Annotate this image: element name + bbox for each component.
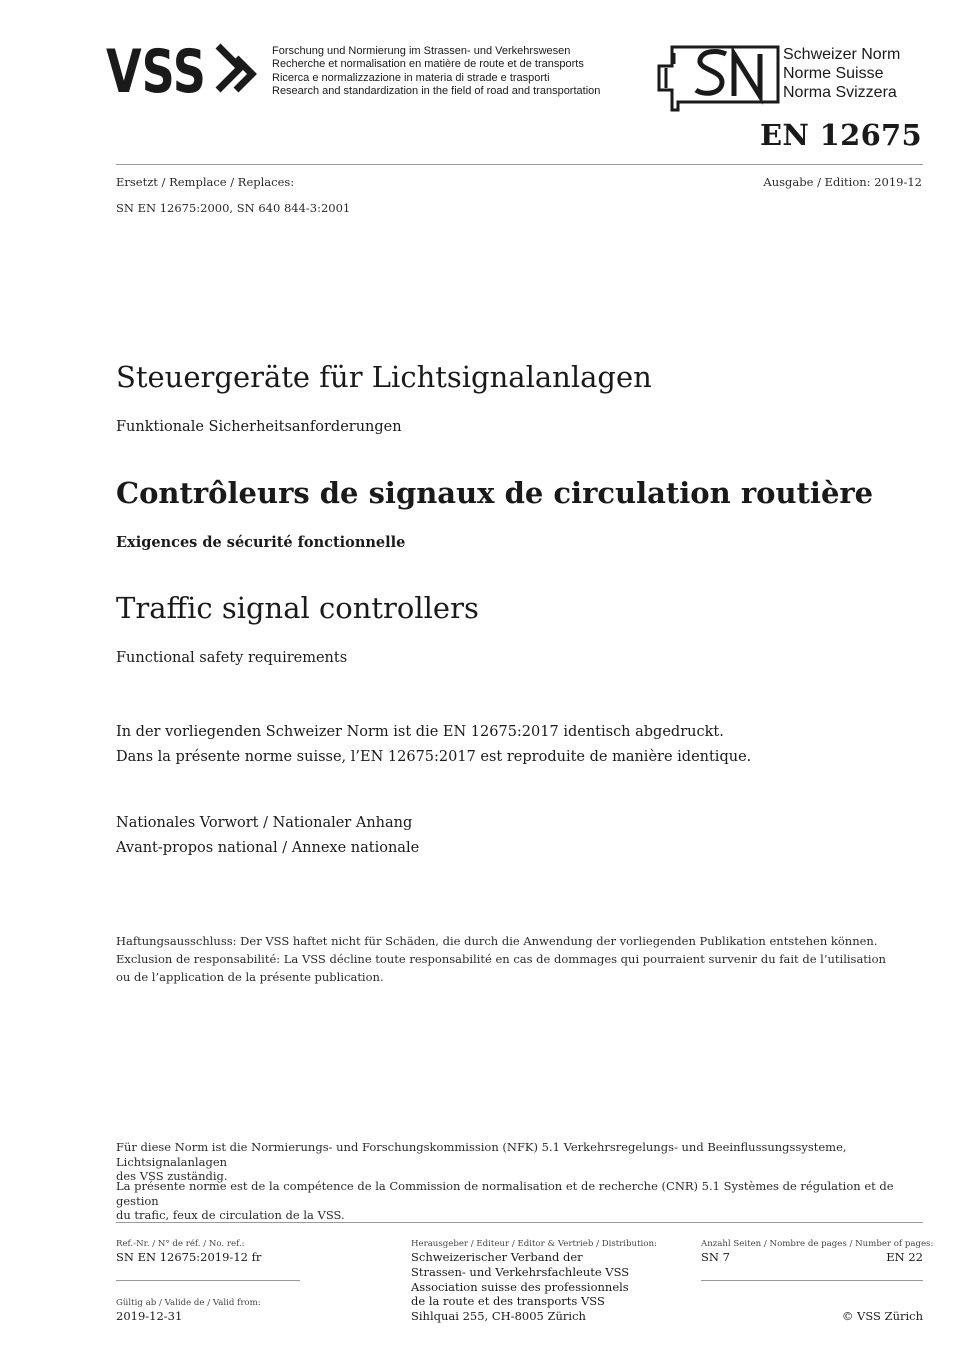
- national-annex-de: Nationales Vorwort / Nationaler Anhang: [116, 815, 413, 831]
- subtitle-en: Functional safety requirements: [116, 650, 348, 666]
- ref-value: SN EN 12675:2019-12 fr: [116, 1250, 262, 1264]
- disclaimer-line: Haftungsausschluss: Der VSS haftet nicht für Schäden, die durch die Anwendung der vorliegenden Publikation entstehen können.: [116, 934, 878, 948]
- vss-taglines: [272, 45, 600, 99]
- valid-from-value: 2019-12-31: [116, 1309, 183, 1323]
- committee-line: Für diese Norm ist die Normierungs- und Forschungskommission (NFK) 5.1 Verkehrsregelungs- und Beeinflussungssysteme, Lichtsignalanlagen: [116, 1140, 847, 1169]
- ref-label: Ref.-Nr. / N° de réf. / No. ref.:: [116, 1239, 245, 1249]
- publisher-line: Schweizerischer Verband der: [411, 1250, 583, 1264]
- disclaimer-line: Exclusion de responsabilité: La VSS décline toute responsabilité en cas de dommages qui pourraient survenir du fait de l’utilisation: [116, 952, 886, 966]
- replaces-value: SN EN 12675:2000, SN 640 844-3:2001: [116, 201, 351, 215]
- publisher-label: Herausgeber / Editeur / Editor & Vertrieb / Distribution:: [411, 1239, 657, 1249]
- standard-number: EN 12675: [760, 118, 922, 152]
- national-annex-fr: Avant-propos national / Annexe nationale: [116, 840, 420, 856]
- tagline-en: Research and standardization in the field of road and transportation: [272, 85, 601, 98]
- sn-name-de: Schweizer Norm: [783, 46, 901, 63]
- vss-logo: [106, 40, 264, 100]
- publisher-line: de la route et des transports VSS: [411, 1294, 605, 1309]
- pages-sn-count: SN 7: [701, 1250, 730, 1264]
- title-en: Traffic signal controllers: [116, 591, 479, 625]
- committee-fr: [116, 1179, 921, 1223]
- committee-line: du trafic, feux de circulation de la VSS.: [116, 1208, 345, 1222]
- copyright: © VSS Zürich: [841, 1309, 923, 1323]
- pages-divider: [701, 1280, 923, 1281]
- disclaimer-line: ou de l’application de la présente publication.: [116, 970, 384, 984]
- pages-en-count: EN 22: [886, 1250, 923, 1264]
- tagline-fr: Recherche et normalisation en matière de route et de transports: [272, 58, 584, 71]
- identical-statement-de: In der vorliegenden Schweizer Norm ist die EN 12675:2017 identisch abgedruckt.: [116, 724, 724, 740]
- top-divider: [116, 164, 923, 165]
- edition-label: Ausgabe / Edition: 2019-12: [763, 175, 922, 189]
- footer-divider: [116, 1222, 923, 1223]
- valid-from-label: Gültig ab / Valide de / Valid from:: [116, 1298, 261, 1308]
- publisher-line: Sihlquai 255, CH-8005 Zürich: [411, 1309, 586, 1324]
- pages-label: Anzahl Seiten / Nombre de pages / Number of pages:: [701, 1239, 934, 1249]
- sn-names: [783, 45, 900, 102]
- committee-line: La présente norme est de la compétence de la Commission de normalisation et de recherche (CNR) 5.1 Systèmes de régulation et de gestion: [116, 1179, 894, 1208]
- publisher-address: [411, 1250, 629, 1324]
- sn-name-it: Norma Svizzera: [783, 84, 897, 101]
- tagline-it: Ricerca e normalizzazione in materia di strade e trasporti: [272, 71, 550, 84]
- subtitle-fr: Exigences de sécurité fonctionnelle: [116, 534, 406, 551]
- subtitle-de: Funktionale Sicherheitsanforderungen: [116, 419, 402, 435]
- replaces-label: Ersetzt / Remplace / Replaces:: [116, 175, 295, 189]
- ref-divider: [116, 1280, 300, 1281]
- tagline-de: Forschung und Normierung im Strassen- und Verkehrswesen: [272, 45, 571, 57]
- committee-line: des VSS zuständig.: [116, 1169, 228, 1183]
- sn-name-fr: Norme Suisse: [783, 65, 884, 82]
- disclaimer: [116, 932, 886, 986]
- vss-logo-text: VSS: [106, 40, 206, 100]
- publisher-line: Association suisse des professionnels: [411, 1279, 629, 1294]
- identical-statement-fr: Dans la présente norme suisse, l’EN 12675:2017 est reproduite de manière identique.: [116, 749, 752, 765]
- committee-de: [116, 1140, 921, 1184]
- title-de: Steuergeräte für Lichtsignalanlagen: [116, 360, 652, 394]
- publisher-line: Strassen- und Verkehrsfachleute VSS: [411, 1264, 630, 1279]
- sn-logo: [656, 44, 780, 112]
- title-fr: Contrôleurs de signaux de circulation routière: [116, 476, 874, 510]
